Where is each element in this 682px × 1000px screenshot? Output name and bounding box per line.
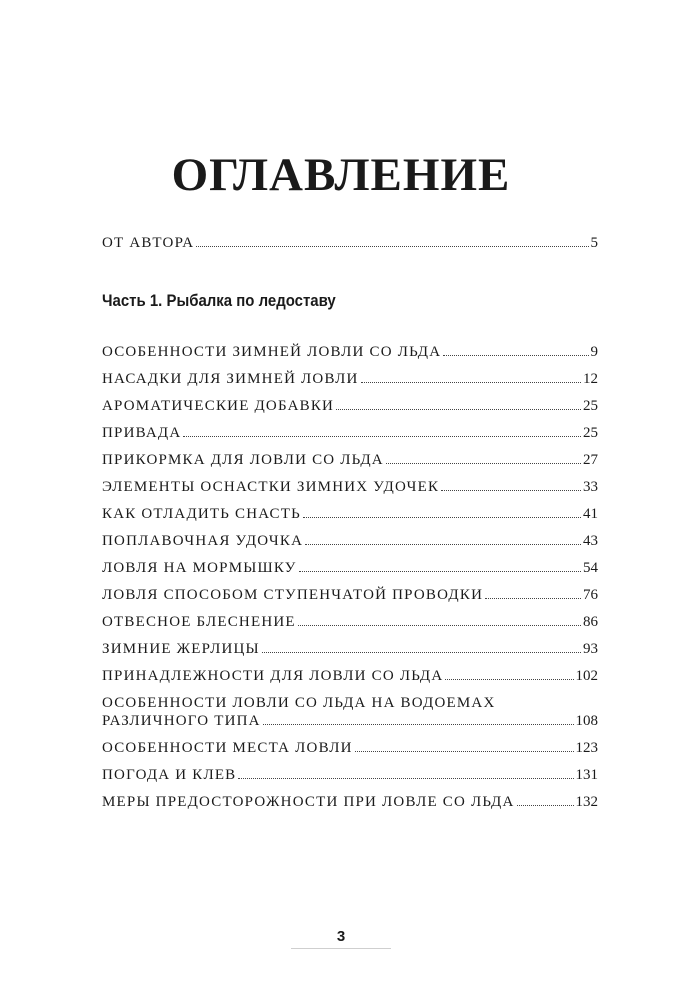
dot-leader — [517, 805, 574, 806]
toc-entry[interactable] — [102, 451, 598, 469]
dot-leader — [196, 246, 588, 247]
toc-entry-label: МЕРЫ ПРЕДОСТОРОЖНОСТИ ПРИ ЛОВЛЕ СО ЛЬДА — [102, 794, 515, 810]
toc-entry[interactable] — [102, 586, 598, 604]
toc-entry-label: ЭЛЕМЕНТЫ ОСНАСТКИ ЗИМНИХ УДОЧЕК — [102, 479, 440, 495]
toc-entry[interactable] — [102, 613, 598, 631]
dot-leader — [336, 409, 581, 410]
toc-entry-page: 93 — [583, 641, 598, 657]
toc-entry-label: ОСОБЕННОСТИ ЛОВЛИ СО ЛЬДА НА ВОДОЕМАХ — [102, 695, 496, 711]
toc-entry-page: 54 — [583, 560, 598, 576]
toc-entry[interactable] — [102, 739, 598, 757]
dot-leader — [263, 724, 574, 725]
toc-entry-page: 43 — [583, 533, 598, 549]
toc-entry[interactable] — [102, 370, 598, 388]
page-number: 3 — [336, 928, 346, 945]
dot-leader — [361, 382, 582, 383]
toc-entry-label: ЛОВЛЯ НА МОРМЫШКУ — [102, 560, 297, 576]
toc-entry-label: ОСОБЕННОСТИ ЗИМНЕЙ ЛОВЛИ СО ЛЬДА — [102, 344, 442, 360]
dot-leader — [485, 598, 581, 599]
toc-entry[interactable] — [102, 766, 598, 784]
toc-entry[interactable] — [102, 397, 598, 415]
section-heading: Часть 1. Рыбалка по ледоставу — [102, 291, 336, 310]
toc-entry-label: АРОМАТИЧЕСКИЕ ДОБАВКИ — [102, 398, 335, 414]
toc-entry-label: ПРИНАДЛЕЖНОСТИ ДЛЯ ЛОВЛИ СО ЛЬДА — [102, 668, 444, 684]
toc-entry[interactable] — [102, 640, 598, 658]
toc-entry-page: 132 — [575, 794, 598, 810]
toc-entry-two-line[interactable] — [102, 694, 598, 730]
toc-entry-page: 12 — [583, 371, 598, 387]
toc-entry-page: 108 — [575, 713, 598, 729]
dot-leader — [305, 544, 581, 545]
dot-leader — [441, 490, 581, 491]
toc-entry-label: ОСОБЕННОСТИ МЕСТА ЛОВЛИ — [102, 740, 353, 756]
toc-entry[interactable] — [102, 478, 598, 496]
toc-entry-label: НАСАДКИ ДЛЯ ЗИМНЕЙ ЛОВЛИ — [102, 371, 359, 387]
toc-entry-label: ОТ АВТОРА — [102, 235, 195, 251]
toc-entry-page: 102 — [575, 668, 598, 684]
dot-leader — [386, 463, 581, 464]
toc-entry-page: 41 — [583, 506, 598, 522]
toc-entry-label: ПОГОДА И КЛЕВ — [102, 767, 237, 783]
toc-entry[interactable] — [102, 667, 598, 685]
toc-entry[interactable] — [102, 343, 598, 361]
dot-leader — [303, 517, 581, 518]
toc-entry-page: 76 — [583, 587, 598, 603]
dot-leader — [355, 751, 574, 752]
toc-entry-label: КАК ОТЛАДИТЬ СНАСТЬ — [102, 506, 301, 522]
toc-entry-page: 27 — [583, 452, 598, 468]
dot-leader — [445, 679, 573, 680]
toc-entry-page: 33 — [583, 479, 598, 495]
dot-leader — [298, 625, 581, 626]
toc-entry-intro[interactable] — [102, 234, 598, 252]
toc-entry-label: ПРИВАДА — [102, 425, 182, 441]
toc-entry-page: 25 — [583, 398, 598, 414]
toc-entry-label: ПОПЛАВОЧНАЯ УДОЧКА — [102, 533, 304, 549]
toc-entry-page: 5 — [590, 235, 598, 251]
footer-divider — [291, 948, 391, 949]
toc-entry-label: ЛОВЛЯ СПОСОБОМ СТУПЕНЧАТОЙ ПРОВОДКИ — [102, 587, 484, 603]
dot-leader — [238, 778, 573, 779]
toc-entry-label: ПРИКОРМКА ДЛЯ ЛОВЛИ СО ЛЬДА — [102, 452, 384, 468]
toc-entry[interactable] — [102, 559, 598, 577]
toc-entry-page: 9 — [590, 344, 598, 360]
toc-entry[interactable] — [102, 424, 598, 442]
toc-entry-label: ЗИМНИЕ ЖЕРЛИЦЫ — [102, 641, 260, 657]
toc-entry-page: 25 — [583, 425, 598, 441]
toc-entry[interactable] — [102, 532, 598, 550]
page-title: ОГЛАВЛЕНИЕ — [171, 149, 511, 201]
toc-entry[interactable] — [102, 505, 598, 523]
toc-entry[interactable] — [102, 793, 598, 811]
toc-entry-label: ОТВЕСНОЕ БЛЕСНЕНИЕ — [102, 614, 296, 630]
toc-entry-page: 131 — [575, 767, 598, 783]
dot-leader — [443, 355, 588, 356]
toc-entry-page: 86 — [583, 614, 598, 630]
dot-leader — [299, 571, 581, 572]
dot-leader — [183, 436, 581, 437]
toc-entry-page: 123 — [575, 740, 598, 756]
toc-entry-label-continued: РАЗЛИЧНОГО ТИПА — [102, 713, 261, 729]
dot-leader — [262, 652, 581, 653]
